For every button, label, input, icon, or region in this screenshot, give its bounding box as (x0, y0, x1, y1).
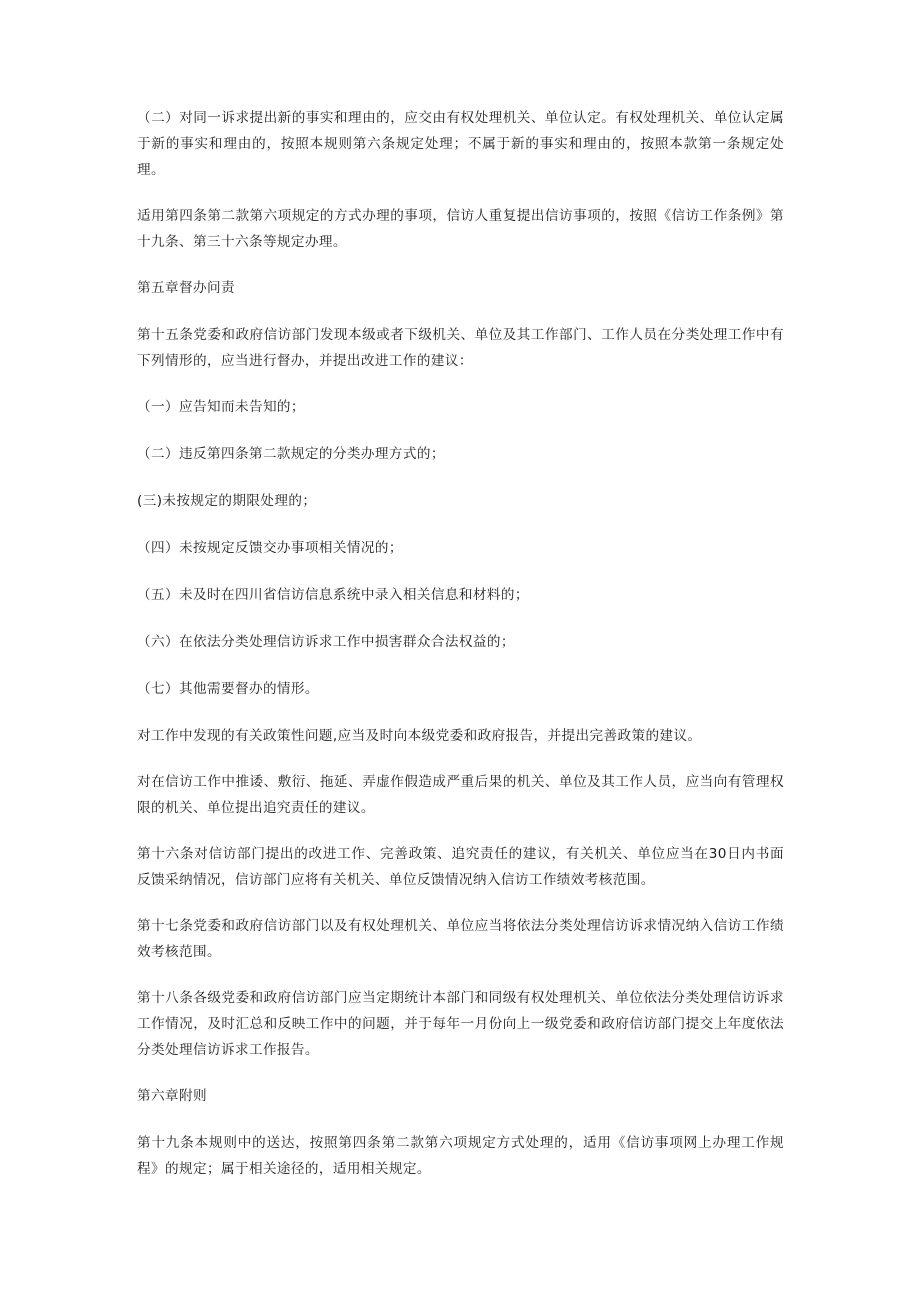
list-item: （四）未按规定反馈交办事项相关情况的； (137, 540, 403, 556)
list-item: （七）其他需要督办的情形。 (137, 681, 319, 697)
list-item: （五）未及时在四川省信访信息系统中录入相关信息和材料的； (137, 587, 529, 603)
chapter-heading: 第六章附则 (137, 1088, 207, 1104)
paragraph: （二）对同一诉求提出新的事实和理由的，应交由有权处理机关、单位认定。有权处理机关、单位认定属于新的事实和理由的，按照本规则第六条规定处理；不属于新的事实和理由的，按照本款第一条规定处理。 (137, 110, 784, 178)
paragraph: 第十八条各级党委和政府信访部门应当定期统计本部门和同级有权处理机关、单位依法分类处理信访诉求工作情况，及时汇总和反映工作中的问题，并于每年一月份向上一级党委和政府信访部门提交上年度依法分类处理信访诉求工作报告。 (137, 990, 784, 1058)
paragraph: 第十六条对信访部门提出的改进工作、完善政策、追究责任的建议，有关机关、单位应当在30日内书面反馈采纳情况，信访部门应将有关机关、单位反馈情况纳入信访工作绩效考核范围。 (137, 846, 784, 888)
list-item: （二）违反第四条第二款规定的分类办理方式的； (137, 446, 445, 462)
list-item: （六）在依法分类处理信访诉求工作中损害群众合法权益的； (137, 634, 515, 650)
paragraph: 对工作中发现的有关政策性问题,应当及时向本级党委和政府报告，并提出完善政策的建议。 (137, 728, 702, 744)
paragraph: 适用第四条第二款第六项规定的方式办理的事项，信访人重复提出信访事项的，按照《信访工作条例》第十九条、第三十六条等规定办理。 (137, 208, 784, 250)
paragraph: 第十七条党委和政府信访部门以及有权处理机关、单位应当将依法分类处理信访诉求情况纳入信访工作绩效考核范围。 (137, 918, 784, 960)
chapter-heading: 第五章督办问责 (137, 280, 235, 296)
list-item: (三)未按规定的期限处理的； (137, 493, 317, 509)
list-item: （一）应告知而未告知的； (137, 399, 305, 415)
paragraph: 第十九条本规则中的送达，按照第四条第二款第六项规定方式处理的，适用《信访事项网上办理工作规程》的规定；属于相关途径的，适用相关规定。 (137, 1135, 784, 1177)
paragraph: 第十五条党委和政府信访部门发现本级或者下级机关、单位及其工作部门、工作人员在分类处理工作中有下列情形的，应当进行督办，并提出改进工作的建议： (137, 327, 784, 369)
paragraph: 对在信访工作中推诿、敷衍、拖延、弄虚作假造成严重后果的机关、单位及其工作人员，应当向有管理权限的机关、单位提出追究责任的建议。 (137, 774, 784, 816)
document-body (137, 105, 784, 1202)
